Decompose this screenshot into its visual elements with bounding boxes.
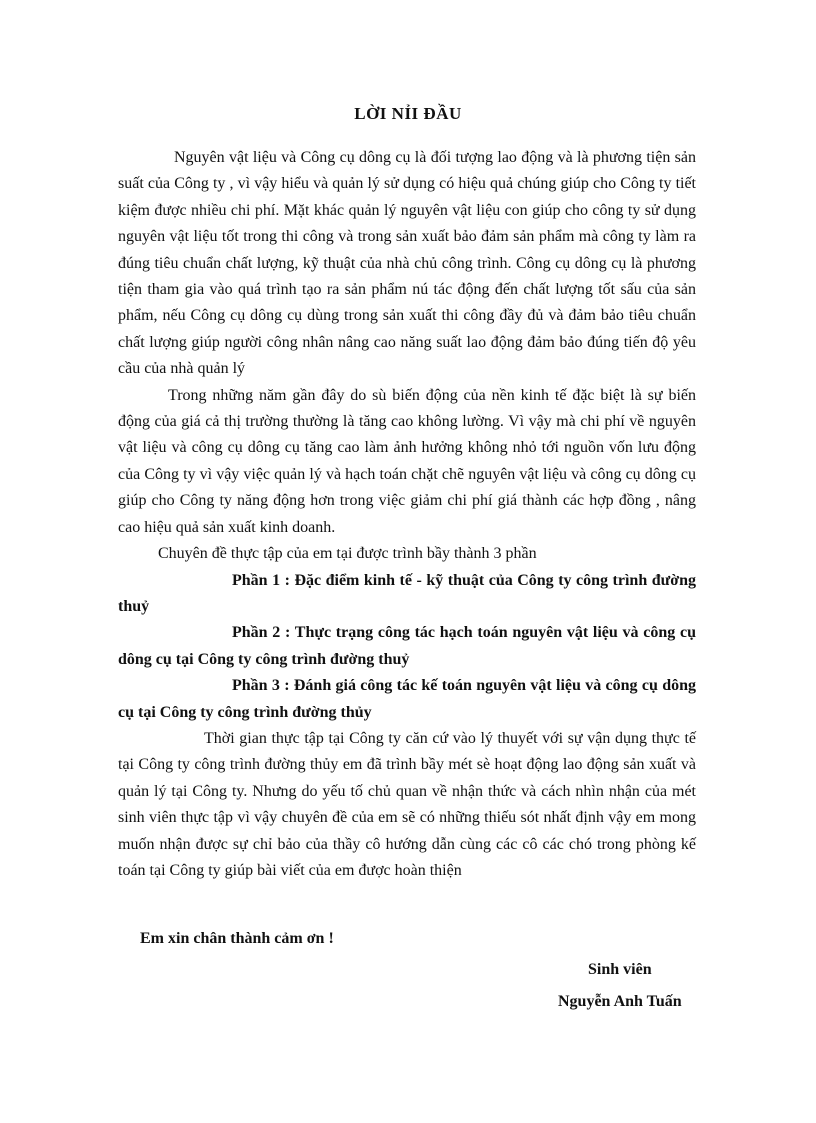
thanks-line: Em xin chân thành cảm ơn ! [140, 930, 334, 947]
signer-role: Sinh viên [588, 961, 652, 978]
part-2: Phần 2 : Thực trạng công tác hạch toán nguyên vật liệu và công cụ dông cụ tại Công ty công trình đường thuỷ [118, 624, 696, 668]
part-3: Phần 3 : Đánh giá công tác kế toán nguyên vật liệu và công cụ dông cụ tại Công ty công trình đường thủy [118, 677, 696, 721]
paragraph-intro: Nguyên vật liệu và Công cụ dông cụ là đối tượng lao động và là phương tiện sản suất của Công ty , vì vậy hiểu và quản lý sử dụng có hiệu quả chúng giúp cho Công ty tiết kiệm được nhiều chi phí. Mặt khác quản lý nguyên vật liệu con giúp cho công ty sử dụng nguyên vật liệu tốt trong thi công và trong sản xuất bảo đảm sản phẩm mà công ty làm ra đúng tiêu chuẩn chất lượng, kỹ thuật của nhà chủ công trình. Công cụ dông cụ là phương tiện tham gia vào quá trình tạo ra sản phẩm nú tác động đến chất lượng tốt sấu của sản phẩm, nếu Công cụ dông cụ dùng trong sản xuất thi công đầy đủ và đảm bảo tiêu chuẩn chất lượng giúp người công nhân nâng cao năng suất lao động đảm bảo đúng tiến độ yêu cầu của nhà quản lý [118, 149, 696, 378]
paragraph-closing: Thời gian thực tập tại Công ty căn cứ vào lý thuyết với sự vận dụng thực tế tại Công ty công trình đường thủy em đã trình bầy mét sè hoạt động lao động sản xuất và quản lý tại Công ty. Nhưng do yếu tố chủ quan về nhận thức và cách nhìn nhận của mét sinh viên thực tập vì vậy chuyên đề của em sẽ có những thiếu sót nhất định vậy em mong muốn nhận được sự chỉ bảo của thầy cô hướng dẫn cùng các cô các chó trong phòng kế toán tại Công ty giúp bài viết của em được hoàn thiện [118, 729, 696, 879]
page-title: LỜI NỈI ĐẦU [354, 104, 462, 123]
paragraph-market: Trong những năm gần đây do sù biến động của nền kinh tế đặc biệt là sự biến động của giá cả thị trường thường là tăng cao không lường. Vì vậy mà chi phí về nguyên vật liệu và công cụ dông cụ tăng cao làm ảnh hưởng không nhỏ tới nguồn vốn lưu động của Công ty vì vậy việc quản lý và hạch toán chặt chẽ nguyên vật liệu và công cụ dông cụ giúp cho Công ty năng động hơn trong việc giảm chi phí giá thành các hợp đồng , nâng cao hiệu quả sản xuất kinh doanh. [118, 386, 696, 536]
signer-name: Nguyễn Anh Tuấn [558, 993, 682, 1010]
paragraph-structure: Chuyên đề thực tập của em tại được trình bầy thành 3 phần [158, 545, 537, 563]
part-1: Phần 1 : Đặc điểm kinh tế - kỹ thuật của Công ty công trình đường thuỷ [118, 571, 696, 615]
document-body [118, 145, 696, 884]
